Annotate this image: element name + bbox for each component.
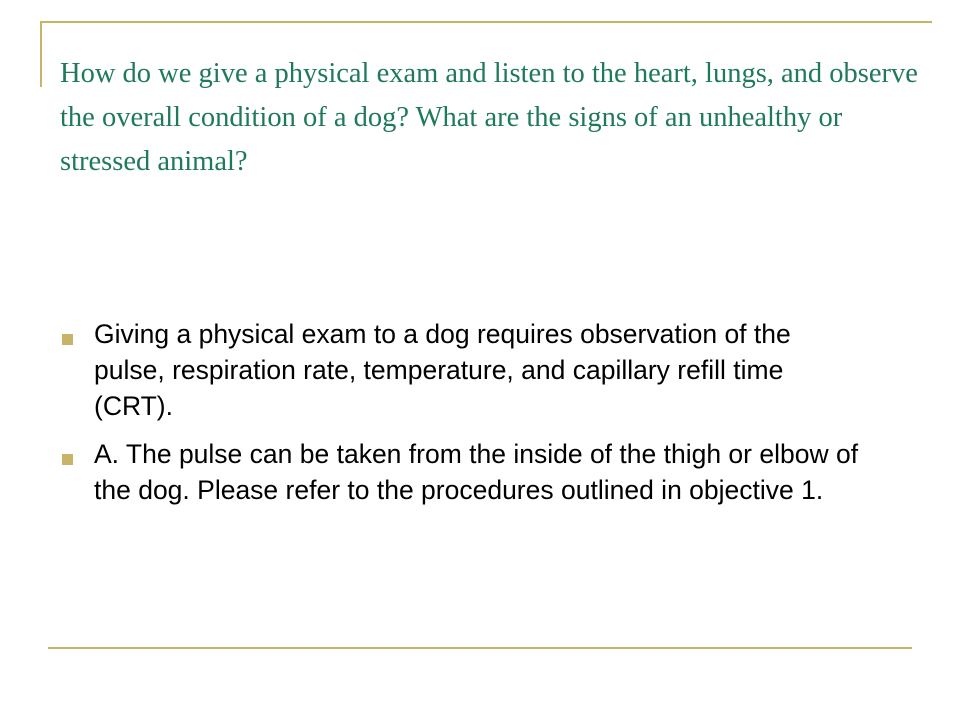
bottom-rule xyxy=(48,647,912,649)
bullet-list xyxy=(62,316,862,520)
bullet-item xyxy=(62,436,862,508)
bullet-text: A. The pulse can be taken from the inside of the thigh or elbow of the dog. Please refer to the procedures outlined in objective 1. xyxy=(94,439,859,505)
slide-title: How do we give a physical exam and listen to the heart, lungs, and observe the overall condition of a dog? What are the signs of an unhealthy or stressed animal? xyxy=(60,58,918,177)
square-bullet-icon xyxy=(62,454,73,465)
square-bullet-icon xyxy=(62,334,73,345)
bullet-item xyxy=(62,316,862,424)
left-rule xyxy=(40,21,42,87)
top-rule xyxy=(40,21,932,23)
bullet-text: Giving a physical exam to a dog requires observation of the pulse, respiration rate, temperature, and capillary refill time (CRT). xyxy=(94,319,791,421)
